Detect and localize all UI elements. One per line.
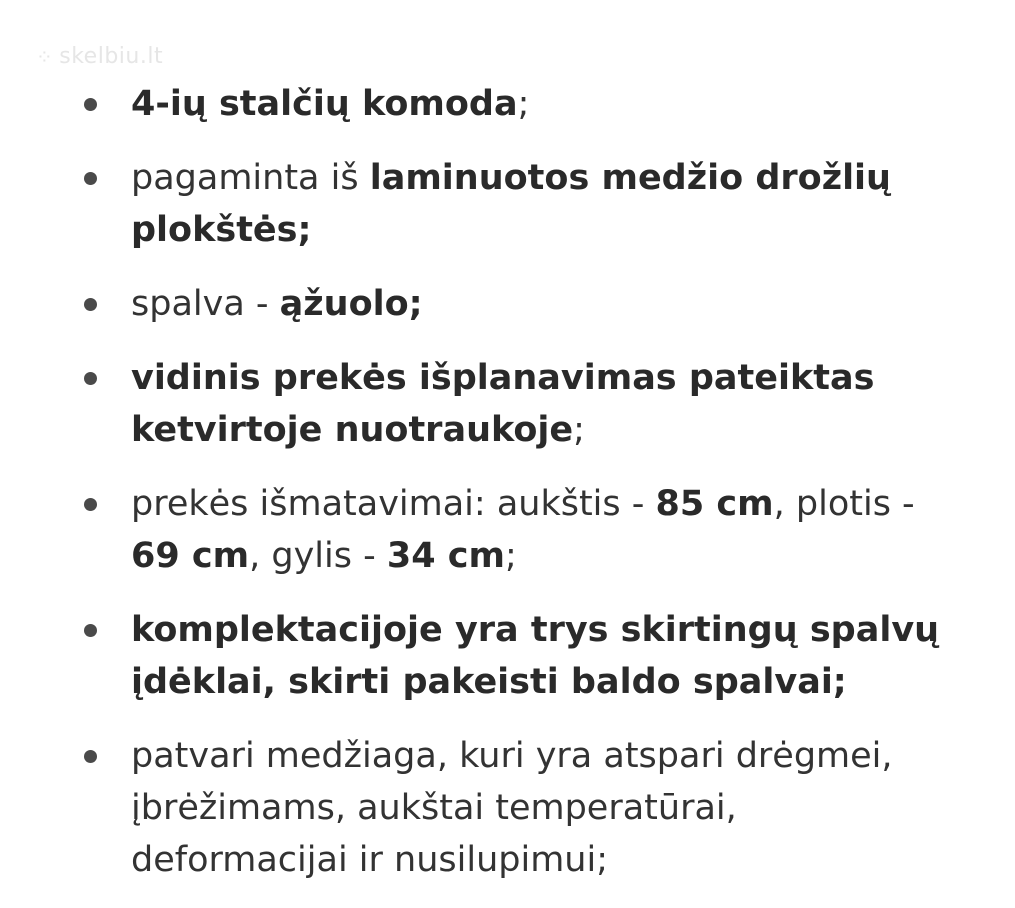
item-text: ; xyxy=(504,536,517,576)
bullet-icon xyxy=(84,172,97,185)
list-item xyxy=(0,604,1015,708)
bullet-icon xyxy=(84,624,97,637)
list-item xyxy=(0,278,1015,330)
depth-value: 34 cm xyxy=(386,536,505,576)
bullet-icon xyxy=(84,372,97,385)
bullet-icon xyxy=(84,298,97,311)
item-text: spalva - xyxy=(131,284,280,324)
item-text-bold: vidinis prekės išplanavimas pateiktas ketvirtoje nuotraukoje xyxy=(131,358,875,450)
height-value: 85 cm xyxy=(655,484,774,524)
dots-logo-icon: ⁘ xyxy=(36,44,54,69)
watermark xyxy=(36,44,163,69)
item-text: patvari medžiaga, kuri yra atspari drėgmei, įbrėžimams, aukštai temperatūrai, deformacijai ir nusilupimui; xyxy=(131,736,893,880)
watermark-text: skelbiu.lt xyxy=(59,44,164,69)
item-text: ; xyxy=(517,84,530,124)
list-item xyxy=(0,78,1015,130)
list-item xyxy=(0,152,1015,256)
bullet-icon xyxy=(84,750,97,763)
item-text: , plotis - xyxy=(773,484,915,524)
item-text-bold: laminuotos medžio drožlių plokštės; xyxy=(131,158,891,250)
item-text: prekės išmatavimai: aukštis - xyxy=(131,484,656,524)
list-item xyxy=(0,478,1015,582)
item-text-bold: 4-ių stalčių komoda xyxy=(131,84,518,124)
list-item xyxy=(0,352,1015,456)
bullet-icon xyxy=(84,498,97,511)
item-text: pagaminta iš xyxy=(131,158,370,198)
item-text-bold: ąžuolo; xyxy=(279,284,423,324)
feature-list xyxy=(0,78,1015,908)
item-text: , gylis - xyxy=(249,536,387,576)
width-value: 69 cm xyxy=(131,536,250,576)
bullet-icon xyxy=(84,98,97,111)
list-item xyxy=(0,730,1015,886)
item-text-bold: komplektacijoje yra trys skirtingų spalvų įdėklai, skirti pakeisti baldo spalvai; xyxy=(131,610,940,702)
item-text: ; xyxy=(573,410,585,450)
